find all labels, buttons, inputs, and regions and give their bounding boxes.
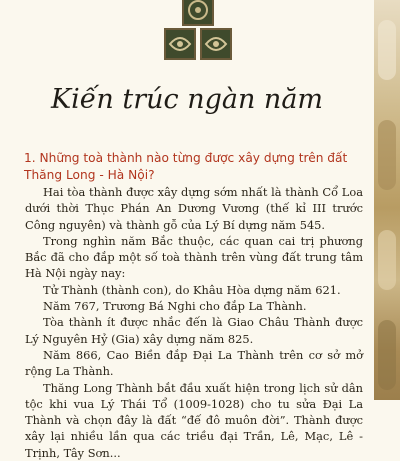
tile-icon-left [164, 28, 196, 60]
body-text [25, 184, 363, 461]
chapter-title: Kiến trúc ngàn năm [50, 84, 324, 115]
question-heading: 1. Những toà thành nào từng được xây dựng trên đất Thăng Long - Hà Nội? [24, 151, 348, 182]
tile-icon-right [200, 28, 232, 60]
paragraph: Năm 767, Trương Bá Nghi cho đắp La Thành. [43, 299, 307, 314]
paragraph: Trong nghìn năm Bắc thuộc, các quan cai trị phương Bắc đã cho đắp một số toà thành trên vùng đất trung tâm Hà Nội ngày nay: [25, 233, 363, 281]
paragraph: Tử Thành (thành con), do Khâu Hòa dựng năm 621. [43, 282, 341, 297]
paragraph: Hai tòa thành được xây dựng sớm nhất là thành Cổ Loa dưới thời Thục Phán An Dương Vương (thế kỉ III trước Công nguyên) và thành gỗ của Lý Bí dựng năm 545. [25, 185, 363, 232]
tile-icon-top [182, 0, 214, 26]
paragraph: Năm 866, Cao Biền đắp Đại La Thành trên cơ sở mở rộng La Thành. [25, 347, 363, 379]
decorative-margin-art [374, 0, 400, 400]
paragraph: Thăng Long Thành bắt đầu xuất hiện trong lịch sử dân tộc khi vua Lý Thái Tổ (1009-1028) cho tu sửa Đại La Thành và chọn đây là đất “đế đô muôn đời”. Thành được xây lại nhiều lần qua các triều đại Trần, Lê, Mạc, Lê - Trịnh, Tây Sơn... [25, 380, 363, 460]
ceramic-tiles-illustration [158, 0, 238, 70]
paragraph: Tòa thành ít được nhắc đến là Giao Châu Thành được Lý Nguyên Hỷ (Gia) xây dựng năm 825. [25, 315, 363, 346]
